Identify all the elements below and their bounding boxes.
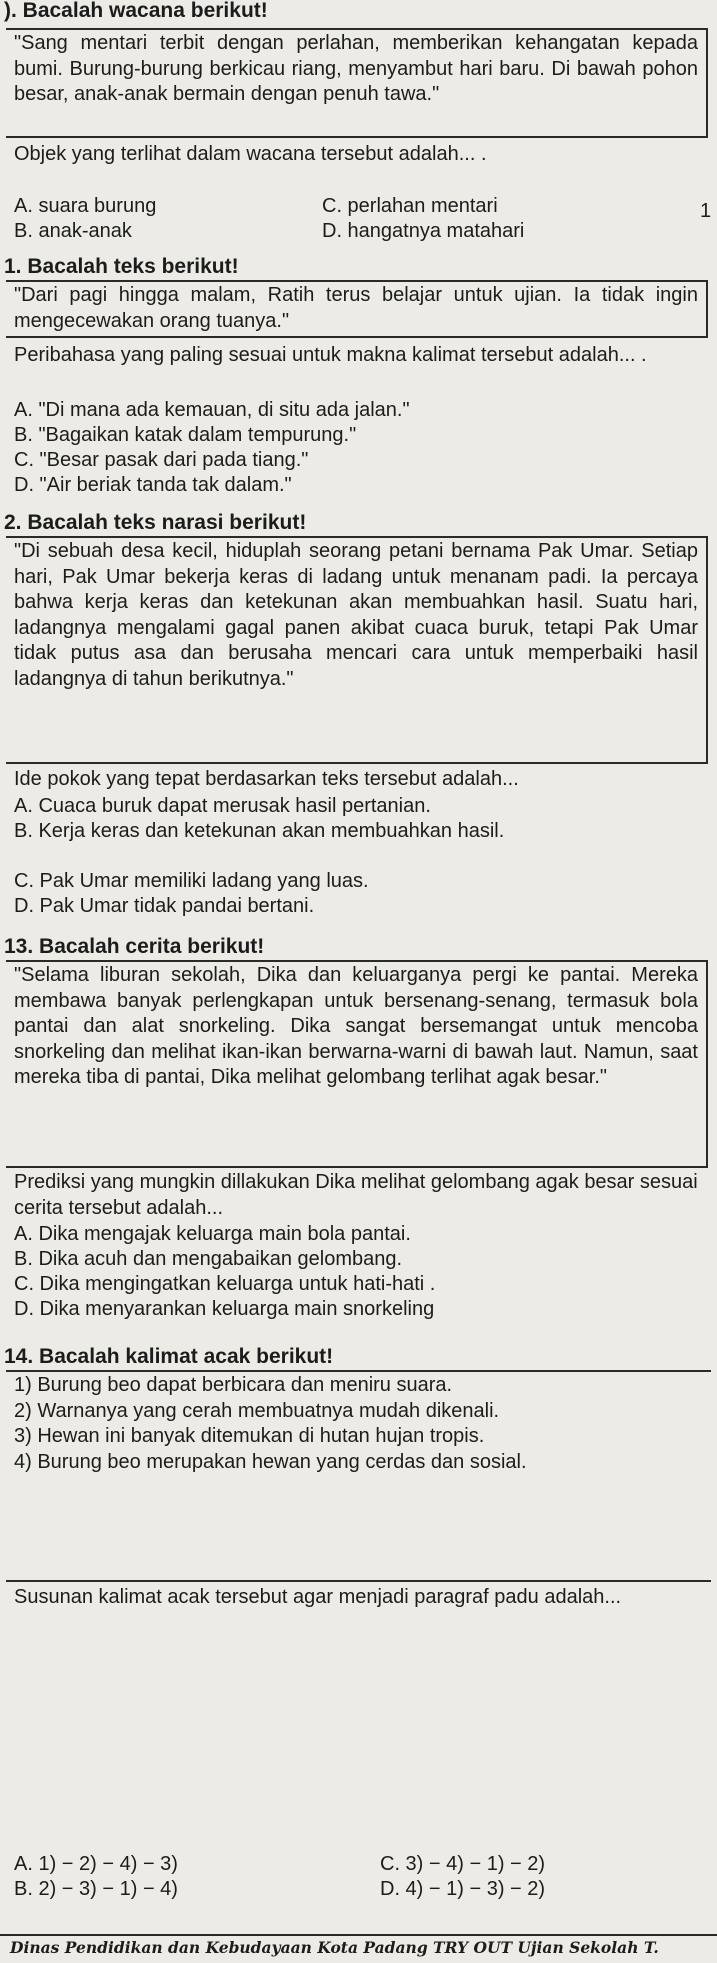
- q14-sentence-4: 4) Burung beo merupakan hewan yang cerdas dan sosial.: [14, 1450, 527, 1473]
- q14-title: 14. Bacalah kalimat acak berikut!: [4, 1345, 334, 1368]
- q12-title: 2. Bacalah teks narasi berikut!: [4, 511, 307, 534]
- q13-option-d[interactable]: D. Dika menyarankan keluarga main snorkeling: [14, 1298, 435, 1320]
- q13-passage: "Selama liburan sekolah, Dika dan keluarganya pergi ke pantai. Mereka membawa banyak perlengkapan untuk bersenang-senang, termasuk bola pantai dan alat snorkeling. Dika sangat bersemangat untuk mencoba snorkeling dan melihat ikan-ikan berwarna-warni di bawah laut. Namun, saat mereka tiba di pantai, Dika melihat gelombang terlihat agak besar.": [6, 960, 708, 1168]
- q14-sentence-3: 3) Hewan ini banyak ditemukan di hutan hujan tropis.: [14, 1425, 485, 1447]
- q10-option-d[interactable]: D. hangatnya matahari: [322, 220, 525, 242]
- q13-option-a[interactable]: A. Dika mengajak keluarga main bola pantai.: [14, 1223, 411, 1245]
- q11-option-d[interactable]: D. "Air beriak tanda tak dalam.": [14, 474, 292, 496]
- q10-option-c[interactable]: C. perlahan mentari: [322, 195, 498, 217]
- q13-option-c[interactable]: C. Dika mengingatkan keluarga untuk hati-hati .: [14, 1273, 436, 1295]
- q13-option-b[interactable]: B. Dika acuh dan mengabaikan gelombang.: [14, 1248, 403, 1270]
- q11-title: 1. Bacalah teks berikut!: [4, 255, 239, 278]
- q12-option-c[interactable]: C. Pak Umar memiliki ladang yang luas.: [14, 870, 369, 892]
- q10-title: ). Bacalah wacana berikut!: [4, 0, 268, 22]
- q10-option-b[interactable]: B. anak-anak: [14, 220, 132, 242]
- q13-title: 13. Bacalah cerita berikut!: [4, 935, 265, 958]
- q10-option-a[interactable]: A. suara burung: [14, 195, 157, 217]
- q14-sentence-2: 2) Warnanya yang cerah membuatnya mudah dikenali.: [14, 1399, 500, 1422]
- margin-mark: 1: [700, 200, 712, 222]
- q10-question: Objek yang terlihat dalam wacana tersebut adalah... .: [14, 143, 487, 165]
- q14-option-c[interactable]: C. 3) − 4) − 1) − 2): [380, 1853, 546, 1875]
- q13-question: Prediksi yang mungkin dillakukan Dika melihat gelombang agak besar sesuai cerita tersebut adalah...: [14, 1171, 698, 1219]
- q14-option-a[interactable]: A. 1) − 2) − 4) − 3): [14, 1853, 178, 1875]
- q14-option-b[interactable]: B. 2) − 3) − 1) − 4): [14, 1878, 178, 1900]
- page-footer: Dinas Pendidikan dan Kebudayaan Kota Padang TRY OUT Ujian Sekolah T.: [0, 1934, 717, 1960]
- q12-question: Ide pokok yang tepat berdasarkan teks tersebut adalah...: [14, 768, 519, 790]
- q11-passage: "Dari pagi hingga malam, Ratih terus belajar untuk ujian. Ia tidak ingin mengecewakan orang tuanya.": [6, 280, 708, 338]
- q14-sentence-1: 1) Burung beo dapat berbicara dan meniru suara.: [14, 1374, 453, 1396]
- q14-option-d[interactable]: D. 4) − 1) − 3) − 2): [380, 1878, 546, 1900]
- q11-option-a[interactable]: A. "Di mana ada kemauan, di situ ada jalan.": [14, 399, 410, 421]
- q10-passage: "Sang mentari terbit dengan perlahan, memberikan kehangatan kepada bumi. Burung-burung berkicau riang, menyambut hari baru. Di bawah pohon besar, anak-anak bermain dengan penuh tawa.": [6, 28, 708, 138]
- q12-option-b[interactable]: B. Kerja keras dan ketekunan akan membuahkan hasil.: [14, 820, 505, 842]
- q11-option-c[interactable]: C. "Besar pasak dari pada tiang.": [14, 449, 309, 471]
- q14-question: Susunan kalimat acak tersebut agar menjadi paragraf padu adalah...: [14, 1586, 622, 1608]
- q12-option-a[interactable]: A. Cuaca buruk dapat merusak hasil pertanian.: [14, 795, 431, 817]
- q11-option-b[interactable]: B. "Bagaikan katak dalam tempurung.": [14, 424, 357, 446]
- q12-option-d[interactable]: D. Pak Umar tidak pandai bertani.: [14, 895, 315, 917]
- q12-passage: "Di sebuah desa kecil, hiduplah seorang petani bernama Pak Umar. Setiap hari, Pak Umar bekerja keras di ladang untuk menanam padi. Ia percaya bahwa kerja keras dan ketekunan akan membuahkan hasil. Suatu hari, ladangnya mengalami gagal panen akibat cuaca buruk, tetapi Pak Umar tidak putus asa dan berusaha mencari cara untuk memperbaiki hasil ladangnya di tahun berikutnya.": [6, 536, 708, 764]
- q11-question: Peribahasa yang paling sesuai untuk makna kalimat tersebut adalah... .: [14, 344, 647, 366]
- q14-sentence-list: [6, 1370, 711, 1582]
